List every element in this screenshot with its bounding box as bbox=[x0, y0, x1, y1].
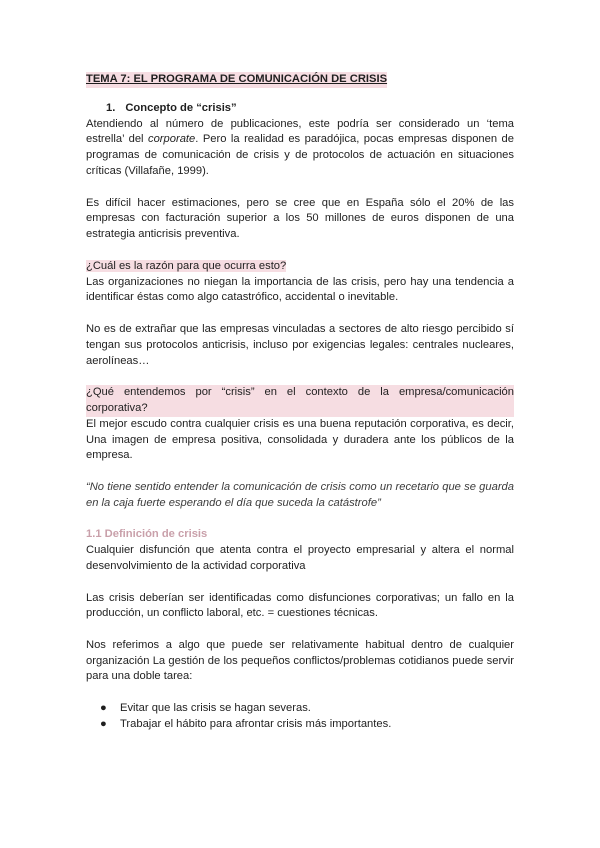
quote: “No tiene sentido entender la comunicación de crisis como un recetario que se guarda en la caja fuerte esperando el día que suceda la catástrofe” bbox=[86, 480, 514, 509]
paragraph-2: Es difícil hacer estimaciones, pero se cree que en España sólo el 20% de las empresas con facturación superior a los 50 millones de euros disponen de una estrategia anticrisis preventiva. bbox=[86, 196, 514, 241]
paragraph-1-text-a: Atendiendo al número de publicaciones, este podría ser considerado un ‘tema estrella’ del bbox=[86, 117, 514, 146]
question-1-text: ¿Cuál es la razón para que ocurra esto? bbox=[86, 259, 287, 272]
list-item bbox=[100, 717, 514, 733]
question-1 bbox=[86, 259, 514, 275]
section-title: Concepto de “crisis” bbox=[125, 101, 237, 114]
document-title: TEMA 7: EL PROGRAMA DE COMUNICACIÓN DE CRISIS bbox=[86, 72, 387, 88]
paragraph-8: Nos referimos a algo que puede ser relativamente habitual dentro de cualquier organización La gestión de los pequeños conflictos/problemas cotidianos puede servir para una doble tarea: bbox=[86, 638, 514, 683]
section-heading bbox=[106, 101, 514, 117]
bullet-list bbox=[86, 701, 514, 733]
paragraph-6: Cualquier disfunción que atenta contra el proyecto empresarial y altera el normal desenvolvimiento de la actividad corporativa bbox=[86, 544, 514, 572]
paragraph-1-text-b: . Pero la realidad es paradójica, pocas empresas disponen de programas de comunicación de crisis y de protocolos de actuación en situaciones críticas (Villafañe, 1999). bbox=[86, 133, 514, 177]
paragraph-1-emphasis: corporate bbox=[147, 133, 196, 146]
bullet-icon: ● bbox=[100, 702, 107, 715]
list-item-text: Trabajar el hábito para afrontar crisis más importantes. bbox=[120, 717, 392, 730]
paragraph-4: No es de extrañar que las empresas vinculadas a sectores de alto riesgo percibido sí tengan sus protocolos anticrisis, incluso por exigencias legales: centrales nucleares, aerolíneas… bbox=[86, 322, 514, 367]
list-item-text: Evitar que las crisis se hagan severas. bbox=[120, 702, 311, 715]
bullet-icon: ● bbox=[100, 717, 107, 730]
section-number: 1. bbox=[106, 101, 116, 114]
paragraph-3: Las organizaciones no niegan la importancia de las crisis, pero hay una tendencia a identificar éstas como algo catastrófico, accidental o inevitable. bbox=[86, 275, 514, 304]
question-2: ¿Qué entendemos por “crisis” en el contexto de la empresa/comunicación corporativa? bbox=[86, 385, 514, 417]
subsection-heading: 1.1 Definición de crisis bbox=[86, 528, 208, 541]
paragraph-5: El mejor escudo contra cualquier crisis es una buena reputación corporativa, es decir, Una imagen de empresa positiva, consolidada y duradera ante los públicos de la empresa. bbox=[86, 417, 514, 462]
paragraph-7: Las crisis deberían ser identificadas como disfunciones corporativas; un fallo en la producción, un conflicto laboral, etc. = cuestiones técnicas. bbox=[86, 591, 514, 620]
document-page bbox=[86, 72, 514, 733]
paragraph-1 bbox=[86, 117, 514, 180]
list-item bbox=[100, 701, 514, 717]
